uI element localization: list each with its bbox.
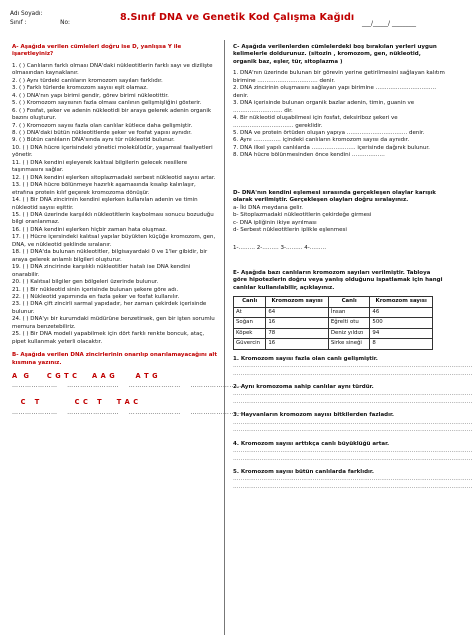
section-d-item: c- DNA ipliğinin ikiye ayrılması [233,219,317,226]
table-cell: Deniz yıldızı [328,328,370,338]
section-a-item: 19. ( ) DNA zincirinde karşılıklı nükleotitler hatalı ise DNA kendini onarabilir. [12,264,191,278]
section-c-item: 6. Aynı …………… içindeki canlıların kromozom sayısı da aynıdır. [233,137,410,144]
section-e-title: E- Aşağıda bazı canlıların kromozom sayıları verilmiştir. Tabloya göre hipotezlerin doğru veya yanlış olduğunu ispatlamak için hangi canlılar kullanılabilir, açıklayınız. [233,269,443,291]
section-e-question: 2. Aynı kromozoma sahip canlılar aynı türdür. [233,383,374,390]
section-e-question: 1. Kromozom sayısı fazla olan canlı gelişmiştir. [233,355,378,362]
section-e-question: 3. Hayvanların kromozom sayısı bitkilerden fazladır. [233,412,395,419]
table-row [234,318,433,328]
answer-line: ……………………………………………………………………………………………………………… [233,370,472,377]
table-cell: 16 [266,339,329,349]
right-column [233,44,472,491]
table-cell: İnsan [328,307,370,317]
dna-answer-line-bottom: ………………… …………………… …………………… …………………… [12,409,243,417]
section-c-item: 3. DNA içerisinde bulunan organik bazlar adenin, timin, guanin ve ……………………… dir. [233,100,415,114]
section-c-item: 8. DNA hücre bölünmesinden önce kendini ……………… [233,152,385,159]
class-no-row [10,19,70,28]
section-a-item: 25. ( ) Bir DNA modeli yapabilmek için dört farklı renkte boncuk, ataç, pipet kullanmak yeterli olacaktır. [12,331,205,345]
table-header: Canlı [328,297,370,307]
dna-answer-line-top: ………………… …………………… …………………… …………………… [12,382,243,390]
section-a-item: 14. ( ) Bir DNA zincirinin kendini eşlerken kullanılan adenin ve timin nükleotid sayısı eşittir. [12,197,198,211]
section-a-item: 5. ( ) Kromozom sayısının fazla olması canlının gelişmişliğini gösterir. [12,100,202,107]
section-a-item: 4. ( ) DNA'nın yapı birimi gendir, görev birimi nükleotittir. [12,92,169,99]
section-a-item: 11. ( ) DNA kendini eşleyerek kalıtsal bilgilerin gelecek nesillere taşınmasını sağlar. [12,159,188,174]
table-cell: 94 [370,328,433,338]
section-e-questions [233,355,472,492]
answer-line: ……………………………………………………………………………………………………………… [233,398,472,405]
table-cell: Sirke sineği [328,339,370,349]
section-a-item: 20. ( ) Kalıtsal bilgiler gen bölgeleri üzerinde bulunur. [12,279,159,286]
section-a-item: 16. ( ) DNA kendini eşlerken hiçbir zaman hata oluşmaz. [12,226,167,233]
section-c-list [233,70,445,159]
answer-line: ……………………………………………………………………………………………………………… [233,483,472,490]
answer-line: ……………………………………………………………………………………………………………… [233,476,472,483]
date-field: ___/_____/ ________ [362,20,416,27]
dna-strands [12,372,243,431]
table-cell: 64 [266,307,329,317]
section-a-item: 10. ( ) DNA hücre içerisindeki yönetici molekülüdür, yaşamsal faaliyetleri yönetir. [12,144,213,159]
table-header: Canlı [234,297,266,307]
answer-line: ……………………………………………………………………………………………………………… [233,363,472,370]
section-a-item: 9. ( ) Bütün canlıların DNA'sında aynı tür nükleotid bulunur. [12,137,175,144]
table-header-row [234,297,433,307]
table-row [234,339,433,349]
chromosome-table [233,296,433,349]
section-a-item: 7. ( ) Kromozom sayısı fazla olan canlılar kütlece daha gelişmiştir. [12,122,193,129]
class-label: Sınıf : [10,20,27,26]
section-c-item: 4. Bir nükleotid oluşabilmesi için fosfat, deksiriboz şekeri ve …………………………… gereklidir. [233,115,398,129]
section-a-item: 21. ( ) Bir nükleotid sinin içerisinde bulunan şekere göre adı. [12,286,179,293]
table-cell: Eğrelti otu [328,318,370,328]
section-a-item: 1. ( ) Canlıların farklı olması DNA'daki nükleotitlerin farklı sayı ve dizilişte olmasından kaynaklanır. [12,62,213,77]
table-row [234,307,433,317]
name-label: Adı Soyadı: [10,11,43,17]
section-c-item: 5. DNA ve protein örtüden oluşan yapıya …………………………… denir. [233,129,425,136]
section-a-item: 3. ( ) Farklı türlerde kromozom sayısı eşit olamaz. [12,85,148,92]
page-title: 8.Sınıf DNA ve Genetik Kod Çalışma Kağıdı [120,12,355,23]
answer-line: ……………………………………………………………………………………………………………… [233,455,472,462]
student-info [10,10,70,28]
section-a-item: 17. ( ) Hücre içersindeki kalıtsal yapılar büyükten küçüğe kromozom, gen, DNA, ve nükleotid şeklinde sıralanır. [12,234,216,248]
table-cell: 500 [370,318,433,328]
no-label: No: [60,20,70,26]
section-b-title: B- Aşağıda verilen DNA zincirlerinin onarılıp onarılamayacağını alt kısmına yazınız. [12,352,217,366]
dna-bottom-strand: C T C C T T A C [12,398,139,407]
table-row [234,328,433,338]
section-a-title: A- Aşağıda verilen cümleleri doğru ise D, yanlışsa Y ile işaretleyiniz? [12,44,182,58]
section-a-item: 12. ( ) DNA kendini eşlerken sitoplazmadaki serbest nükleotid sayısı artar. [12,174,216,181]
section-a-item: 22. ( ) Nükleotid yapımında en fazla şeker ve fosfat kullanılır. [12,293,180,300]
table-header: Kromozom sayısı [266,297,329,307]
section-c-item: 1. DNA'nın üzerinde bulunan bir görevin yerine getirilmesini sağlayan kalıtım birimine …………………………… denir. [233,70,445,84]
answer-line: ……………………………………………………………………………………………………………… [233,448,472,455]
section-c-item: 7. DNA ilkel yapılı canlılarda …………………… içerisinde dağınık bulunur. [233,144,430,151]
section-a-item: 24. ( ) DNA'yı bir kurumdaki müdürüne benzetirsek, gen bir işten sorumlu memura benzetebiliriz. [12,316,215,330]
section-d-title: D- DNA'nın kendini eşlemesi sırasında gerçekleşen olaylar karışık olarak verilmiştir. Gerçekleşen olayları doğru sıralayınız. [233,189,436,204]
answer-line: ……………………………………………………………………………………………………………… [233,391,472,398]
table-cell: 16 [266,318,329,328]
answer-line: ……………………………………………………………………………………………………………… [233,419,472,426]
section-d-item: a- İki DNA meydana gelir. [233,204,303,211]
section-d-item: d- Serbest nükleotitlerin iplikle eşlenmesi [233,227,347,234]
section-d-list [233,205,445,235]
section-a-item: 15. ( ) DNA üzerinde karşılıklı nükleotitlerin kaybolması sonucu bozuduğu bilgi oranlanmaz. [12,211,214,226]
table-cell: At [234,307,266,317]
table-cell: 46 [370,307,433,317]
table-cell: Köpek [234,328,266,338]
section-c-title: C- Aşağıda verilenlerden cümlelerdeki boş bırakılan yerleri uygun kelimelerle doldurunuz. (sitozin , kromozom, gen, nükleotid, organik baz, eşler, tür, sitoplazma ) [233,44,437,65]
table-cell: 8 [370,339,433,349]
section-e-question: 5. Kromozom sayısı bütün canlılarda farklıdır. [233,469,374,476]
section-a-list [12,63,217,346]
table-cell: Soğan [234,318,266,328]
table-header: Kromozom sayısı [370,297,433,307]
section-d-answers: 1-……… 2-……… 3-……… 4-……… [233,244,327,251]
table-cell: Güvercin [234,339,266,349]
section-a-item: 6. ( ) Fosfat, şeker ve adenin nükleotidi bir araya gelerek adenin organik bazını oluşturur. [12,107,212,122]
section-a-item: 2. ( ) Aynı türdeki canlıların kromozom sayıları farklıdır. [12,77,163,84]
dna-top-strand: A G C G T C A A G A T G [12,372,159,381]
section-a-item: 18. ( ) DNA'da bulunan nükleotitler, bilgisayardaki 0 ve 1'ler gibidir, bir araya gelerek anlamlı bilgileri oluşturur. [12,249,208,263]
section-c-item: 2. DNA zincirinin oluşmasını sağlayan yapı birimine …………………………… denir. [233,85,437,99]
section-d-item: b- Sitoplazmadaki nükleotitlerin çekirdeğe girmesi [233,212,372,219]
column-divider [224,40,225,635]
left-column [12,44,243,431]
section-a-item: 13. ( ) DNA hücre bölünmeye hazırlık aşamasında kısalıp kalınlaşır, etrafına protein kılıf geçerek kromozoma dönüşür. [12,182,196,196]
section-a-item: 8. ( ) DNA'daki bütün nükleotitlerde şeker ve fosfat yapısı aynıdır. [12,129,192,136]
section-e-question: 4. Kromozom sayısı arttıkça canlı büyüklüğü artar. [233,440,390,447]
section-a-item: 23. ( ) DNA çift zincirli sarmal yapıdadır, her zaman çekirdek içerisinde bulunur. [12,301,207,315]
answer-line: ……………………………………………………………………………………………………………… [233,427,472,434]
table-cell: 78 [266,328,329,338]
